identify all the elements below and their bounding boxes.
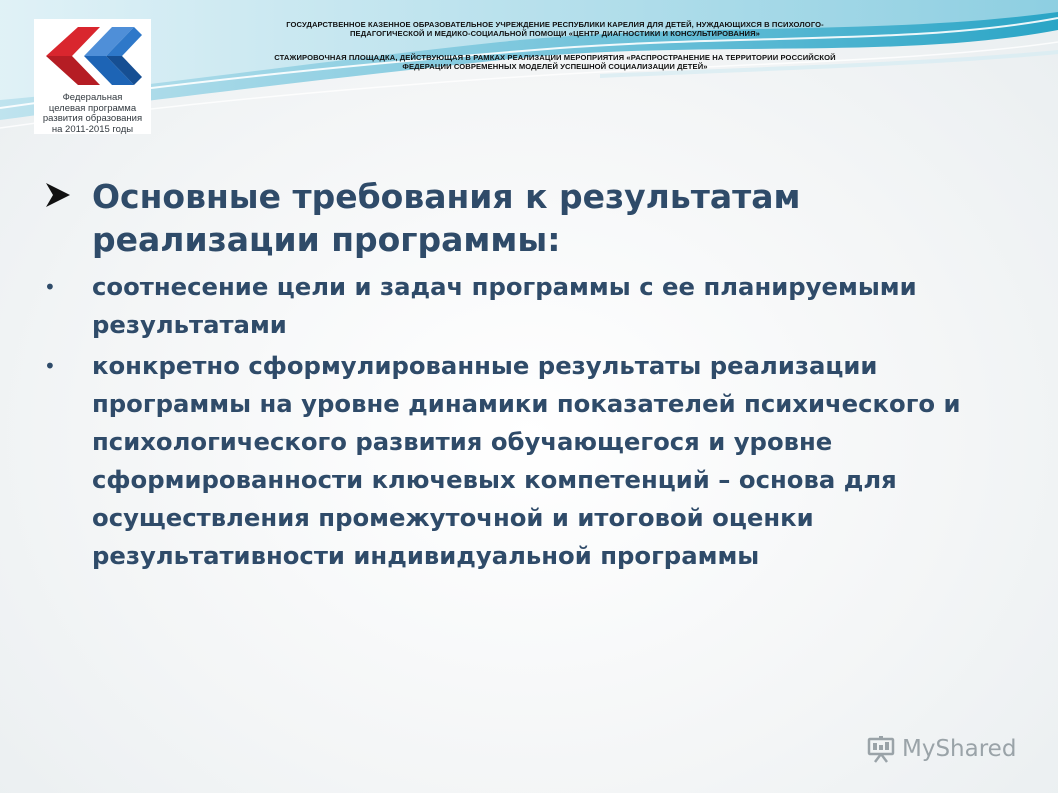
myshared-watermark[interactable] xyxy=(866,731,1016,767)
list-item-line: результатами xyxy=(92,310,287,339)
bullet-list xyxy=(44,268,1004,575)
logo-caption xyxy=(34,93,151,135)
logo-caption-line: Федеральная xyxy=(62,92,123,103)
internship-header-line: СТАЖИРОВОЧНАЯ ПЛОЩАДКА, ДЕЙСТВУЮЩАЯ В РАМКАХ РЕАЛИЗАЦИИ МЕРОПРИЯТИЯ «РАСПРОСТРАНЕНИЕ НА ТЕРРИТОРИИ РОССИЙСКОЙ xyxy=(274,53,836,62)
slide-title-line: реализации программы: xyxy=(92,220,561,259)
list-item-line: психологического развития обучающегося и уровне xyxy=(92,427,833,456)
institution-header-line: ПЕДАГОГИЧЕСКОЙ И МЕДИКО-СОЦИАЛЬНОЙ ПОМОЩИ «ЦЕНТР ДИАГНОСТИКИ И КОНСУЛЬТИРОВАНИЯ» xyxy=(350,29,760,38)
list-item-line: результативности индивидуальной программы xyxy=(92,541,760,570)
logo-caption-line: на 2011-2015 годы xyxy=(51,123,134,135)
institution-header-line: ГОСУДАРСТВЕННОЕ КАЗЕННОЕ ОБРАЗОВАТЕЛЬНОЕ УЧРЕЖДЕНИЕ РЕСПУБЛИКИ КАРЕЛИЯ ДЛЯ ДЕТЕЙ, НУЖДАЮЩИХСЯ В ПСИХОЛОГО- xyxy=(286,20,824,29)
list-item-line: сформированности ключевых компетенций – основа для xyxy=(92,465,897,494)
logo-caption-line: целевая программа xyxy=(48,102,137,114)
list-item-line: конкретно сформулированные результаты реализации xyxy=(92,351,878,380)
logo-caption-line: развития образования xyxy=(42,113,143,124)
internship-header-line: ФЕДЕРАЦИИ СОВРЕМЕННЫХ МОДЕЛЕЙ УСПЕШНОЙ СОЦИАЛИЗАЦИИ ДЕТЕЙ» xyxy=(402,62,708,71)
list-item-line: осуществления промежуточной и итоговой оценки xyxy=(92,503,814,532)
slide-title-line: Основные требования к результатам xyxy=(92,177,801,216)
bullet-dot-icon: • xyxy=(44,275,56,299)
slide-title xyxy=(92,175,1004,261)
internship-header xyxy=(195,53,915,71)
list-item-line: соотнесение цели и задач программы с ее планируемыми xyxy=(92,272,917,301)
watermark-text: MyShared xyxy=(902,736,1017,762)
presentation-board-icon xyxy=(866,734,896,764)
list-item xyxy=(44,347,1004,575)
institution-header xyxy=(195,20,915,38)
program-logo xyxy=(34,19,151,134)
list-item-text xyxy=(92,268,1004,344)
list-item-text xyxy=(92,347,1004,575)
list-item xyxy=(44,268,1004,344)
arrow-bullet-icon xyxy=(44,181,72,209)
bullet-dot-icon: • xyxy=(44,354,56,378)
slide-title-row xyxy=(44,175,1004,261)
slide-content xyxy=(44,175,1004,578)
list-item-line: программы на уровне динамики показателей психического и xyxy=(92,389,961,418)
program-logo-emblem-icon xyxy=(38,21,148,91)
